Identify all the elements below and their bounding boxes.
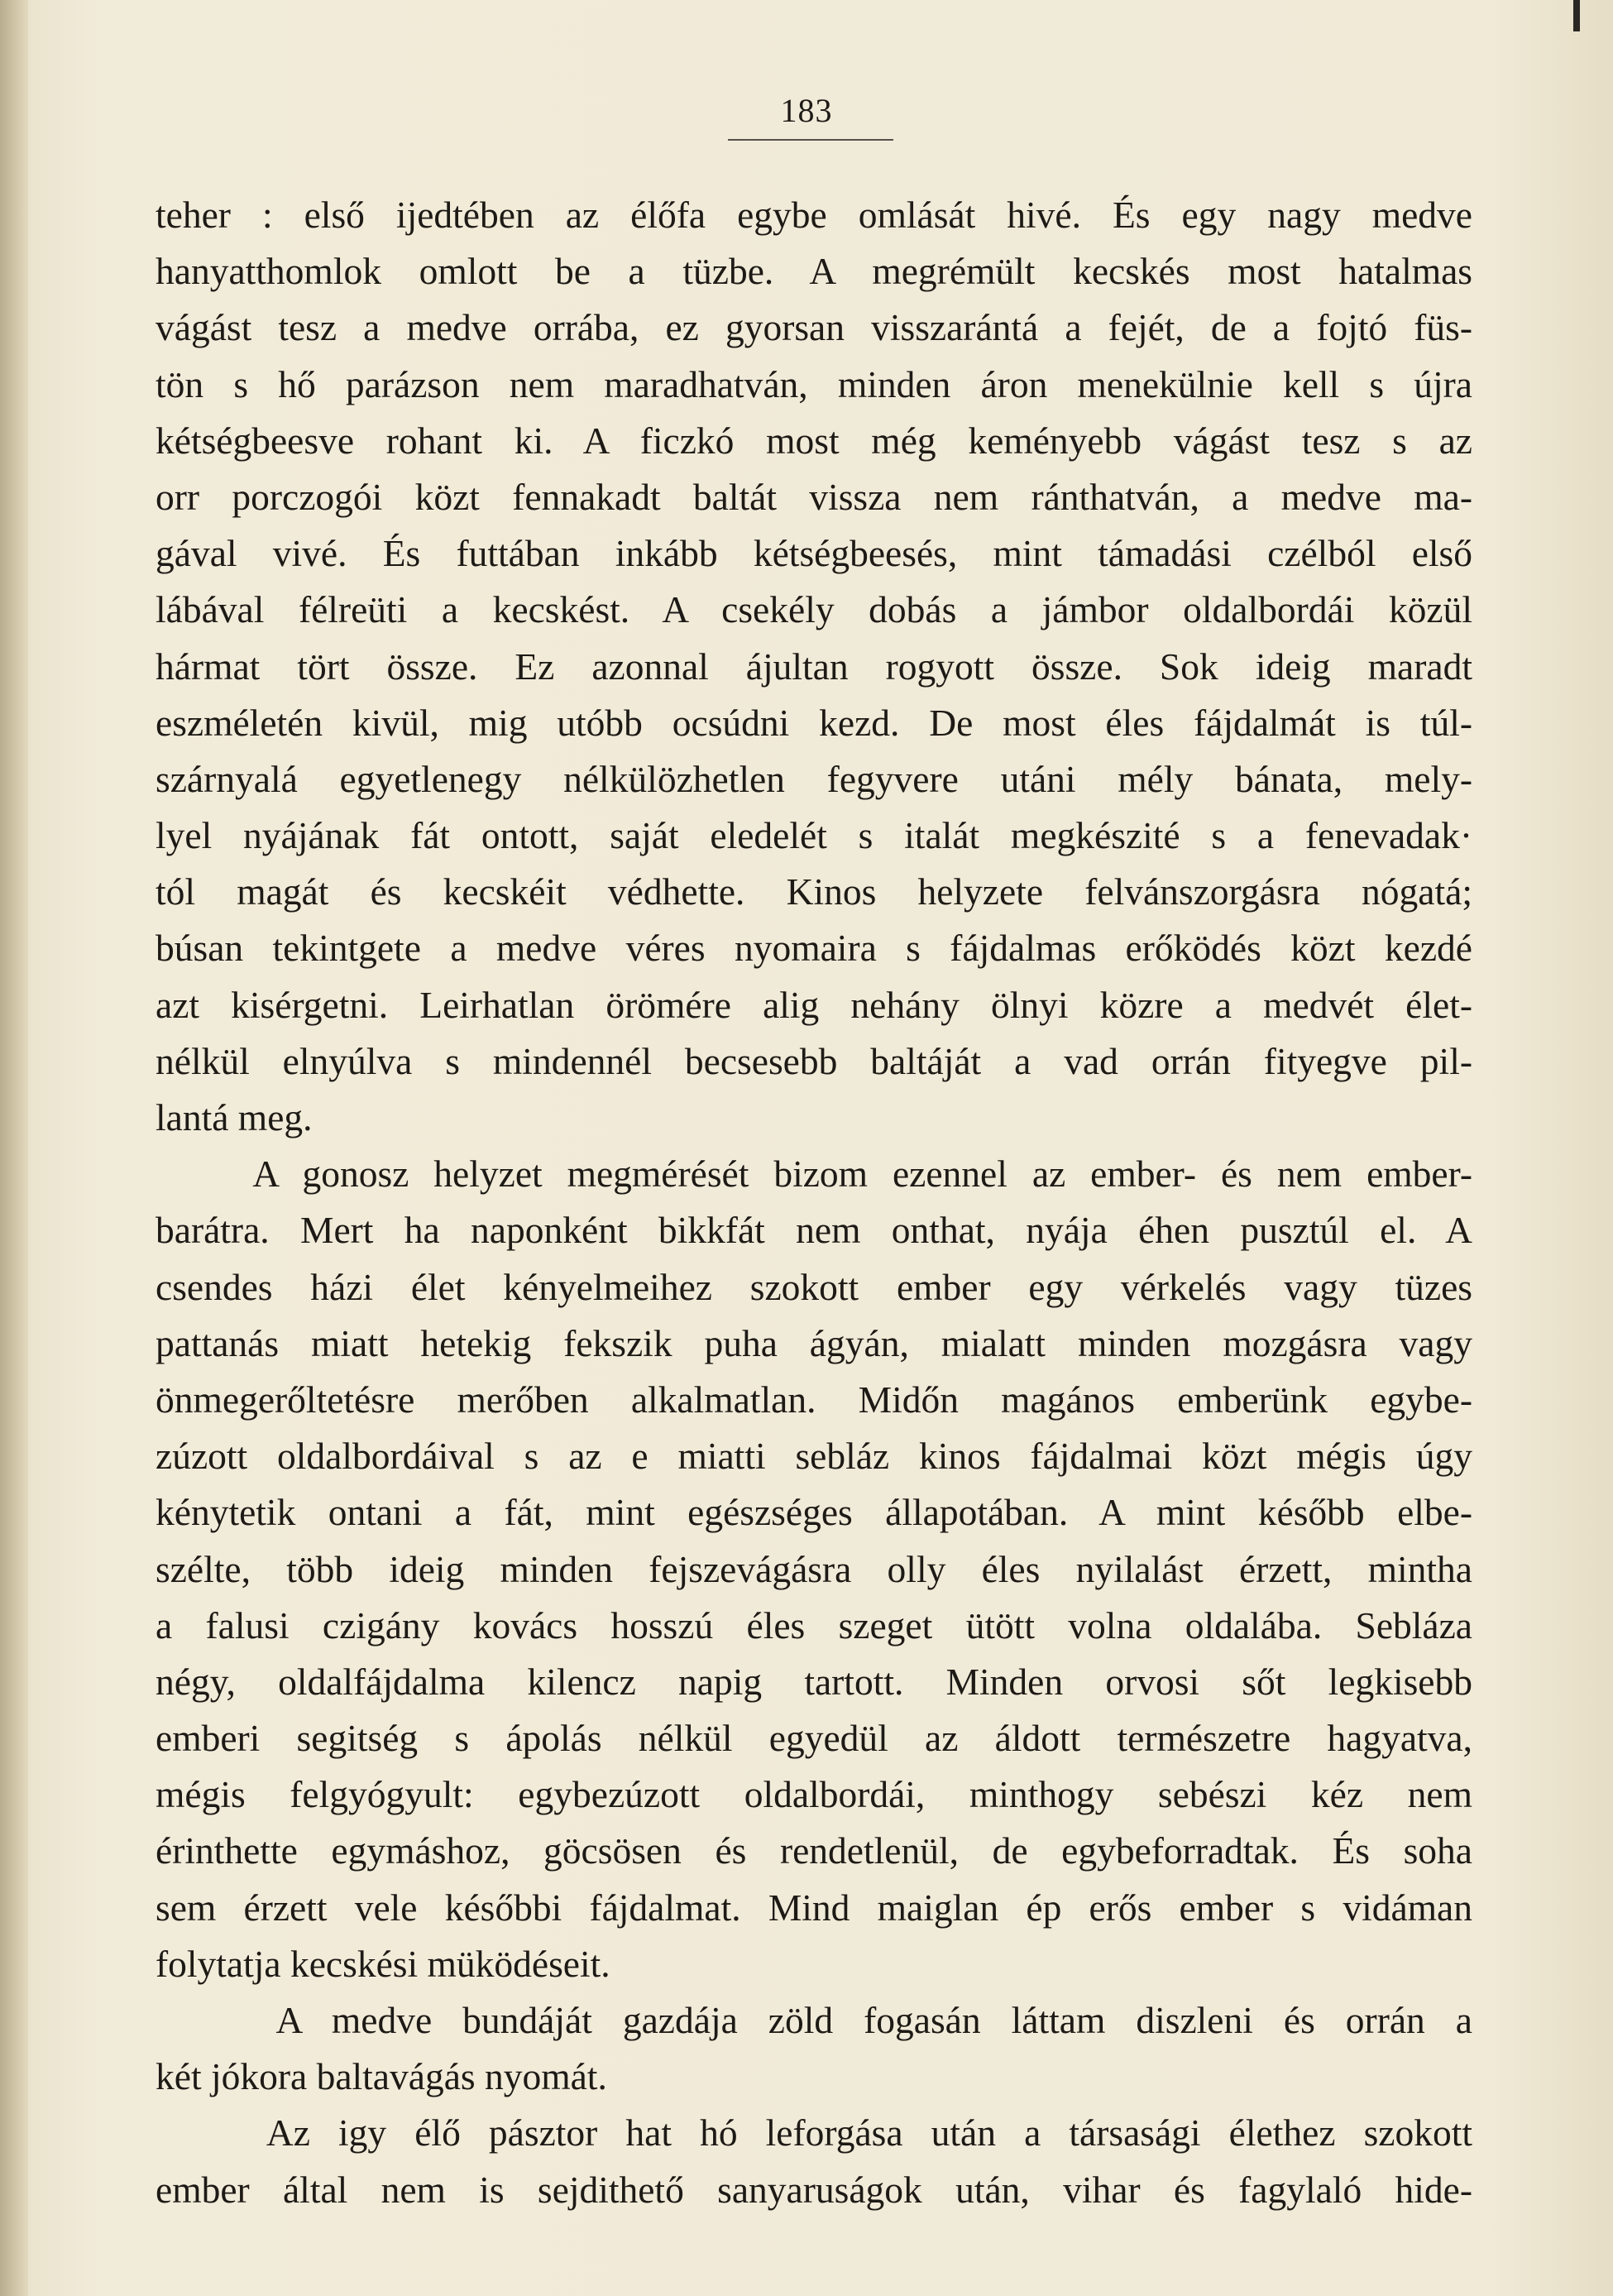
text-line: kénytetik ontani a fát, mint egészséges állapotában. A mint később elbe- xyxy=(156,1491,1472,1534)
text-line: nélkül elnyúlva s mindennél becsesebb baltáját a vad orrán fityegve pil- xyxy=(156,1039,1472,1082)
text-line: vágást tesz a medve orrába, ez gyorsan visszarántá a fejét, de a fojtó füs- xyxy=(156,306,1472,349)
text-line: gával vivé. És futtában inkább kétségbeesés, mint támadási czélból első xyxy=(156,532,1472,575)
text-line: hármat tört össze. Ez azonnal ájultan rogyott össze. Sok ideig maradt xyxy=(156,645,1472,688)
text-line: mégis felgyógyult: egybezúzott oldalbordái, minthogy sebészi kéz nem xyxy=(156,1773,1472,1816)
page-number: 183 xyxy=(780,92,833,129)
text-line: érinthette egymáshoz, göcsösen és rendetlenül, de egybeforradtak. És soha xyxy=(156,1829,1472,1872)
header-rule xyxy=(728,139,893,141)
text-line: barátra. Mert ha naponként bikkfát nem onthat, nyája éhen pusztúl el. A xyxy=(156,1209,1472,1252)
text-line: A medve bundáját gazdája zöld fogasán láttam diszleni és orrán a xyxy=(156,1999,1472,2041)
text-line: kétségbeesve rohant ki. A ficzkó most még keményebb vágást tesz s az xyxy=(156,419,1472,462)
text-line: a falusi czigány kovács hosszú éles szeget ütött volna oldalába. Sebláza xyxy=(156,1603,1472,1647)
text-line: négy, oldalfájdalma kilencz napig tartott. Minden orvosi sőt legkisebb xyxy=(156,1660,1472,1703)
text-line: folytatja kecskési müködéseit. xyxy=(156,1942,610,1985)
text-line: lábával félreüti a kecskést. A csekély dobás a jámbor oldalbordái közül xyxy=(156,588,1472,631)
text-line: lantá meg. xyxy=(156,1096,313,1138)
corner-mark xyxy=(1573,0,1580,31)
text-line: orr porczogói közt fennakadt baltát vissza nem ránthatván, a medve ma- xyxy=(156,475,1472,518)
text-line: emberi segitség s ápolás nélkül egyedül az áldott természetre hagyatva, xyxy=(156,1717,1472,1760)
text-line: búsan tekintgete a medve véres nyomaira s fájdalmas erőködés közt kezdé xyxy=(156,927,1472,970)
text-line: ember által nem is sejdithető sanyaruságok után, vihar és fagylaló hide- xyxy=(156,2168,1472,2211)
text-line: zúzott oldalbordáival s az e miatti sebláz kinos fájdalmai közt mégis úgy xyxy=(156,1435,1472,1478)
text-line: Az igy élő pásztor hat hó leforgása után a társasági élethez szokott xyxy=(156,2111,1472,2155)
text-line: tól magát és kecskéit védhette. Kinos helyzete felvánszorgásra nógatá; xyxy=(156,870,1472,913)
text-line: eszméletén kivül, mig utóbb ocsúdni kezd. De most éles fájdalmát is túl- xyxy=(156,701,1472,744)
text-line: szélte, több ideig minden fejszevágásra olly éles nyilalást érzett, mintha xyxy=(156,1547,1472,1590)
text-line: önmegerőltetésre merőben alkalmatlan. Midőn magános emberünk egybe- xyxy=(156,1378,1472,1421)
text-line: sem érzett vele későbbi fájdalmat. Mind maiglan ép erős ember s vidáman xyxy=(156,1886,1472,1929)
text-line: hanyatthomlok omlott be a tüzbe. A megrémült kecskés most hatalmas xyxy=(156,250,1472,293)
text-line: teher : első ijedtében az élőfa egybe omlását hivé. És egy nagy medve xyxy=(156,194,1472,236)
text-line: két jókora baltavágás nyomát. xyxy=(156,2055,607,2098)
text-line: tön s hő parázson nem maradhatván, minden áron menekülnie kell s újra xyxy=(156,362,1472,405)
body-text xyxy=(156,187,1472,2218)
text-line: A gonosz helyzet megmérését bizom ezennel az ember- és nem ember- xyxy=(156,1153,1472,1196)
text-line: lyel nyájának fát ontott, saját eledelét s italát megkészité s a fenevadak· xyxy=(156,814,1472,857)
page-binding-shadow xyxy=(0,0,28,2296)
text-line: szárnyalá egyetlenegy nélkülözhetlen fegyvere utáni mély bánata, mely- xyxy=(156,757,1472,800)
text-line: azt kisérgetni. Leirhatlan örömére alig nehány ölnyi közre a medvét élet- xyxy=(156,983,1472,1026)
text-line: csendes házi élet kényelmeihez szokott ember egy vérkelés vagy tüzes xyxy=(156,1265,1472,1308)
text-line: pattanás miatt hetekig fekszik puha ágyán, mialatt minden mozgásra vagy xyxy=(156,1321,1472,1364)
